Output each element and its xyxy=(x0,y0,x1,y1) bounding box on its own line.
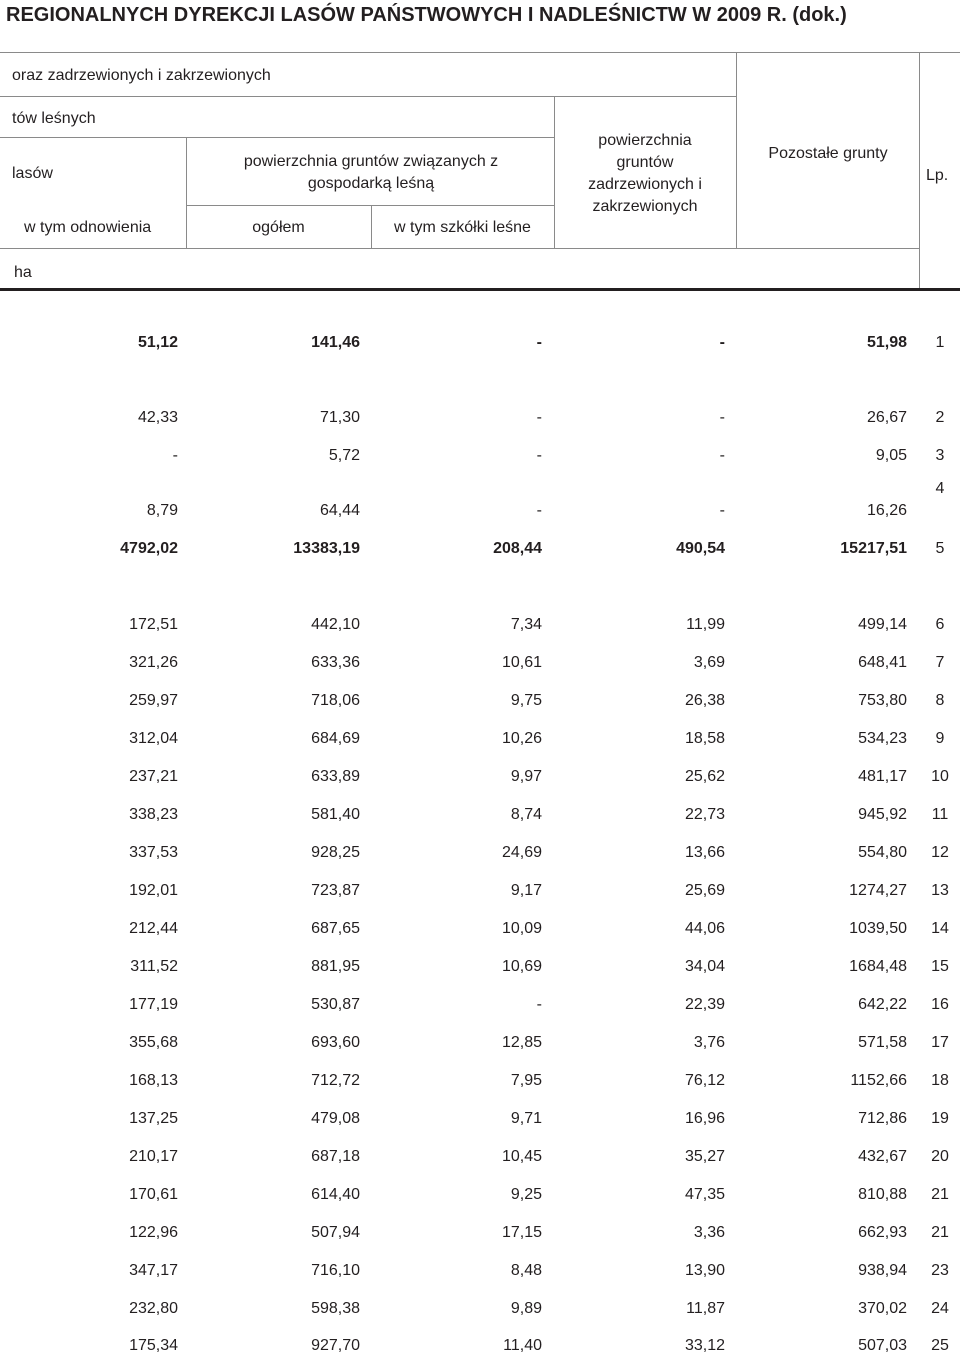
cell-zadrzewionych: 13,66 xyxy=(684,844,725,861)
cell-zadrzewionych: 35,27 xyxy=(684,1148,725,1165)
cell-ogolem: 530,87 xyxy=(311,996,360,1013)
cell-lp: 10 xyxy=(931,768,949,785)
cell-lp: 8 xyxy=(935,692,945,709)
cell-lp: 13 xyxy=(931,882,949,899)
cell-odnowienia: 168,13 xyxy=(129,1072,178,1089)
cell-lp: 19 xyxy=(931,1110,949,1127)
cell-szkolki: - xyxy=(536,502,542,519)
cell-szkolki: 9,25 xyxy=(510,1186,542,1203)
cell-szkolki: 7,34 xyxy=(510,616,542,633)
cell-szkolki: - xyxy=(536,334,542,351)
cell-odnowienia: 338,23 xyxy=(129,806,178,823)
header-divider-3 xyxy=(554,96,555,248)
cell-ogolem: 687,65 xyxy=(311,920,360,937)
cell-szkolki: 9,17 xyxy=(510,882,542,899)
cell-pozostale: 945,92 xyxy=(858,806,907,823)
cell-lp: 2 xyxy=(935,409,945,426)
header-rule-bottom xyxy=(0,288,960,291)
table-row xyxy=(0,480,960,523)
cell-odnowienia: 4792,02 xyxy=(120,540,178,557)
cell-pozostale: 26,67 xyxy=(866,409,907,426)
cell-ogolem: 927,70 xyxy=(311,1337,360,1354)
cell-odnowienia: 312,04 xyxy=(129,730,178,747)
cell-odnowienia: 232,80 xyxy=(129,1300,178,1317)
table-row xyxy=(0,689,960,713)
header-w-tym-szkolki: w tym szkółki leśne xyxy=(394,219,531,236)
header-pow-zadrzewionych: powierzchnia gruntów zadrzewionych i zakrzewionych xyxy=(588,132,702,215)
header-w-tym-odnowienia: w tym odnowienia xyxy=(24,219,152,236)
cell-ogolem: 718,06 xyxy=(311,692,360,709)
cell-zadrzewionych: 13,90 xyxy=(684,1262,725,1279)
table-row xyxy=(0,955,960,979)
cell-ogolem: 507,94 xyxy=(311,1224,360,1241)
cell-odnowienia: 355,68 xyxy=(129,1034,178,1051)
header-group-top: oraz zadrzewionych i zakrzewionych xyxy=(12,67,271,84)
cell-ogolem: 716,10 xyxy=(311,1262,360,1279)
table-row xyxy=(0,537,960,561)
cell-lp: 9 xyxy=(935,730,945,747)
cell-pozostale: 1684,48 xyxy=(849,958,907,975)
cell-zadrzewionych: - xyxy=(719,334,725,351)
cell-zadrzewionych: 11,99 xyxy=(686,616,725,633)
cell-pozostale: 554,80 xyxy=(858,844,907,861)
header-pozostale: Pozostałe grunty xyxy=(768,145,888,162)
cell-zadrzewionych: 26,38 xyxy=(684,692,725,709)
cell-zadrzewionych: 3,69 xyxy=(693,654,725,671)
table-row xyxy=(0,1145,960,1169)
cell-odnowienia: 192,01 xyxy=(129,882,178,899)
cell-szkolki: 208,44 xyxy=(493,540,542,557)
cell-lp: 15 xyxy=(931,958,949,975)
cell-zadrzewionych: 16,96 xyxy=(684,1110,725,1127)
cell-lp: 25 xyxy=(931,1337,949,1354)
cell-pozostale: 642,22 xyxy=(858,996,907,1013)
cell-odnowienia: - xyxy=(172,447,178,464)
cell-zadrzewionych: 22,73 xyxy=(684,806,725,823)
cell-zadrzewionych: - xyxy=(719,409,725,426)
header-rule-2 xyxy=(0,96,736,97)
cell-szkolki: - xyxy=(536,996,542,1013)
cell-ogolem: 598,38 xyxy=(311,1300,360,1317)
cell-ogolem: 64,44 xyxy=(319,502,360,519)
cell-szkolki: 9,75 xyxy=(510,692,542,709)
cell-lp: 3 xyxy=(935,447,945,464)
cell-lp: 16 xyxy=(931,996,949,1013)
header-rule-top xyxy=(0,52,960,53)
cell-odnowienia: 170,61 xyxy=(129,1186,178,1203)
cell-lp: 1 xyxy=(935,334,945,351)
table-row xyxy=(0,1259,960,1283)
cell-szkolki: 10,45 xyxy=(501,1148,542,1165)
cell-odnowienia: 42,33 xyxy=(137,409,178,426)
cell-szkolki: - xyxy=(536,447,542,464)
cell-zadrzewionych: 25,69 xyxy=(684,882,725,899)
header-unit: ha xyxy=(14,264,32,281)
header-divider-4 xyxy=(736,52,737,248)
cell-pozostale: 810,88 xyxy=(858,1186,907,1203)
cell-lp: 4 xyxy=(935,480,945,497)
cell-lp: 14 xyxy=(931,920,949,937)
cell-szkolki: 10,09 xyxy=(501,920,542,937)
cell-ogolem: 684,69 xyxy=(311,730,360,747)
cell-pozostale: 662,93 xyxy=(858,1224,907,1241)
cell-ogolem: 5,72 xyxy=(328,447,360,464)
cell-pozostale: 712,86 xyxy=(858,1110,907,1127)
header-rule-3 xyxy=(0,137,554,138)
cell-zadrzewionych: - xyxy=(719,502,725,519)
cell-odnowienia: 311,52 xyxy=(130,958,178,975)
header-lasow: lasów xyxy=(12,165,53,182)
cell-odnowienia: 177,19 xyxy=(129,996,178,1013)
cell-zadrzewionych: 3,36 xyxy=(693,1224,725,1241)
cell-odnowienia: 51,12 xyxy=(137,334,178,351)
cell-odnowienia: 137,25 xyxy=(129,1110,178,1127)
cell-lp: 23 xyxy=(931,1262,949,1279)
table-row xyxy=(0,765,960,789)
cell-lp: 24 xyxy=(931,1300,949,1317)
cell-pozostale: 507,03 xyxy=(858,1337,907,1354)
header-pow-zwiazanych: powierzchnia gruntów związanych z gospodarką leśną xyxy=(243,153,499,192)
table-row xyxy=(0,1334,960,1358)
cell-lp: 21 xyxy=(931,1186,949,1203)
cell-szkolki: 24,69 xyxy=(501,844,542,861)
table-row xyxy=(0,1183,960,1207)
cell-ogolem: 693,60 xyxy=(311,1034,360,1051)
cell-lp: 5 xyxy=(935,540,945,557)
cell-szkolki: 10,26 xyxy=(501,730,542,747)
table-row xyxy=(0,651,960,675)
cell-lp: 12 xyxy=(931,844,949,861)
cell-zadrzewionych: 18,58 xyxy=(684,730,725,747)
table-row xyxy=(0,444,960,468)
cell-ogolem: 687,18 xyxy=(311,1148,360,1165)
cell-odnowienia: 259,97 xyxy=(129,692,178,709)
table-row xyxy=(0,993,960,1017)
cell-zadrzewionych: - xyxy=(719,447,725,464)
cell-szkolki: 10,61 xyxy=(501,654,542,671)
cell-zadrzewionych: 25,62 xyxy=(684,768,725,785)
cell-lp: 17 xyxy=(931,1034,949,1051)
header-rule-5 xyxy=(0,248,920,249)
cell-pozostale: 534,23 xyxy=(858,730,907,747)
cell-pozostale: 370,02 xyxy=(858,1300,907,1317)
cell-pozostale: 16,26 xyxy=(866,502,907,519)
cell-pozostale: 571,58 xyxy=(858,1034,907,1051)
cell-odnowienia: 212,44 xyxy=(129,920,178,937)
table-row xyxy=(0,879,960,903)
cell-lp: 18 xyxy=(931,1072,949,1089)
cell-pozostale: 1274,27 xyxy=(849,882,907,899)
header-ogolem: ogółem xyxy=(252,219,305,236)
cell-ogolem: 712,72 xyxy=(311,1072,360,1089)
cell-ogolem: 614,40 xyxy=(311,1186,360,1203)
cell-odnowienia: 8,79 xyxy=(146,502,178,519)
cell-lp: 6 xyxy=(935,616,945,633)
cell-pozostale: 753,80 xyxy=(858,692,907,709)
cell-szkolki: - xyxy=(536,409,542,426)
cell-ogolem: 633,89 xyxy=(311,768,360,785)
cell-odnowienia: 337,53 xyxy=(129,844,178,861)
cell-ogolem: 13383,19 xyxy=(293,540,360,557)
cell-pozostale: 1152,66 xyxy=(850,1072,907,1089)
cell-odnowienia: 210,17 xyxy=(129,1148,178,1165)
cell-lp: 7 xyxy=(935,654,945,671)
cell-pozostale: 648,41 xyxy=(858,654,907,671)
table-row xyxy=(0,1031,960,1055)
cell-pozostale: 15217,51 xyxy=(840,540,907,557)
table-row xyxy=(0,406,960,430)
cell-lp: 11 xyxy=(931,806,949,823)
cell-szkolki: 10,69 xyxy=(501,958,542,975)
table-row xyxy=(0,613,960,637)
table-row xyxy=(0,917,960,941)
cell-szkolki: 9,71 xyxy=(510,1110,542,1127)
cell-ogolem: 71,30 xyxy=(319,409,360,426)
cell-szkolki: 9,89 xyxy=(510,1300,542,1317)
cell-szkolki: 7,95 xyxy=(510,1072,542,1089)
cell-zadrzewionych: 11,87 xyxy=(686,1300,725,1317)
cell-szkolki: 8,48 xyxy=(510,1262,542,1279)
table-row xyxy=(0,803,960,827)
cell-pozostale: 938,94 xyxy=(858,1262,907,1279)
cell-ogolem: 141,46 xyxy=(311,334,360,351)
header-lp: Lp. xyxy=(926,167,949,184)
cell-odnowienia: 237,21 xyxy=(129,768,178,785)
cell-szkolki: 12,85 xyxy=(501,1034,542,1051)
cell-zadrzewionych: 22,39 xyxy=(684,996,725,1013)
cell-pozostale: 9,05 xyxy=(875,447,907,464)
cell-zadrzewionych: 44,06 xyxy=(684,920,725,937)
table-row xyxy=(0,1069,960,1093)
cell-zadrzewionych: 47,35 xyxy=(684,1186,725,1203)
cell-zadrzewionych: 490,54 xyxy=(676,540,725,557)
cell-szkolki: 11,40 xyxy=(503,1337,542,1354)
cell-odnowienia: 175,34 xyxy=(129,1337,178,1354)
table-row xyxy=(0,1221,960,1245)
cell-odnowienia: 321,26 xyxy=(129,654,178,671)
cell-odnowienia: 347,17 xyxy=(129,1262,178,1279)
cell-odnowienia: 172,51 xyxy=(129,616,178,633)
cell-pozostale: 481,17 xyxy=(858,768,907,785)
cell-ogolem: 928,25 xyxy=(311,844,360,861)
table-row xyxy=(0,1107,960,1131)
cell-ogolem: 723,87 xyxy=(311,882,360,899)
cell-zadrzewionych: 3,76 xyxy=(693,1034,725,1051)
cell-pozostale: 1039,50 xyxy=(849,920,907,937)
cell-ogolem: 633,36 xyxy=(311,654,360,671)
table-row xyxy=(0,1297,960,1321)
cell-pozostale: 499,14 xyxy=(858,616,907,633)
header-group-mid: tów leśnych xyxy=(12,110,96,127)
cell-szkolki: 9,97 xyxy=(510,768,542,785)
document-title: REGIONALNYCH DYREKCJI LASÓW PAŃSTWOWYCH I NADLEŚNICTW W 2009 R. (dok.) xyxy=(6,4,847,26)
cell-zadrzewionych: 76,12 xyxy=(684,1072,725,1089)
cell-lp: 21 xyxy=(931,1224,949,1241)
cell-zadrzewionych: 34,04 xyxy=(684,958,725,975)
cell-odnowienia: 122,96 xyxy=(129,1224,178,1241)
cell-szkolki: 17,15 xyxy=(501,1224,542,1241)
cell-zadrzewionych: 33,12 xyxy=(684,1337,725,1354)
cell-pozostale: 51,98 xyxy=(866,334,907,351)
cell-ogolem: 581,40 xyxy=(311,806,360,823)
cell-ogolem: 479,08 xyxy=(311,1110,360,1127)
cell-ogolem: 442,10 xyxy=(311,616,360,633)
cell-szkolki: 8,74 xyxy=(510,806,542,823)
table-row xyxy=(0,727,960,751)
cell-lp: 20 xyxy=(931,1148,949,1165)
cell-ogolem: 881,95 xyxy=(311,958,360,975)
header-rule-4 xyxy=(186,205,554,206)
cell-pozostale: 432,67 xyxy=(858,1148,907,1165)
table-row xyxy=(0,841,960,865)
header-divider-5 xyxy=(919,52,920,288)
table-row xyxy=(0,331,960,355)
